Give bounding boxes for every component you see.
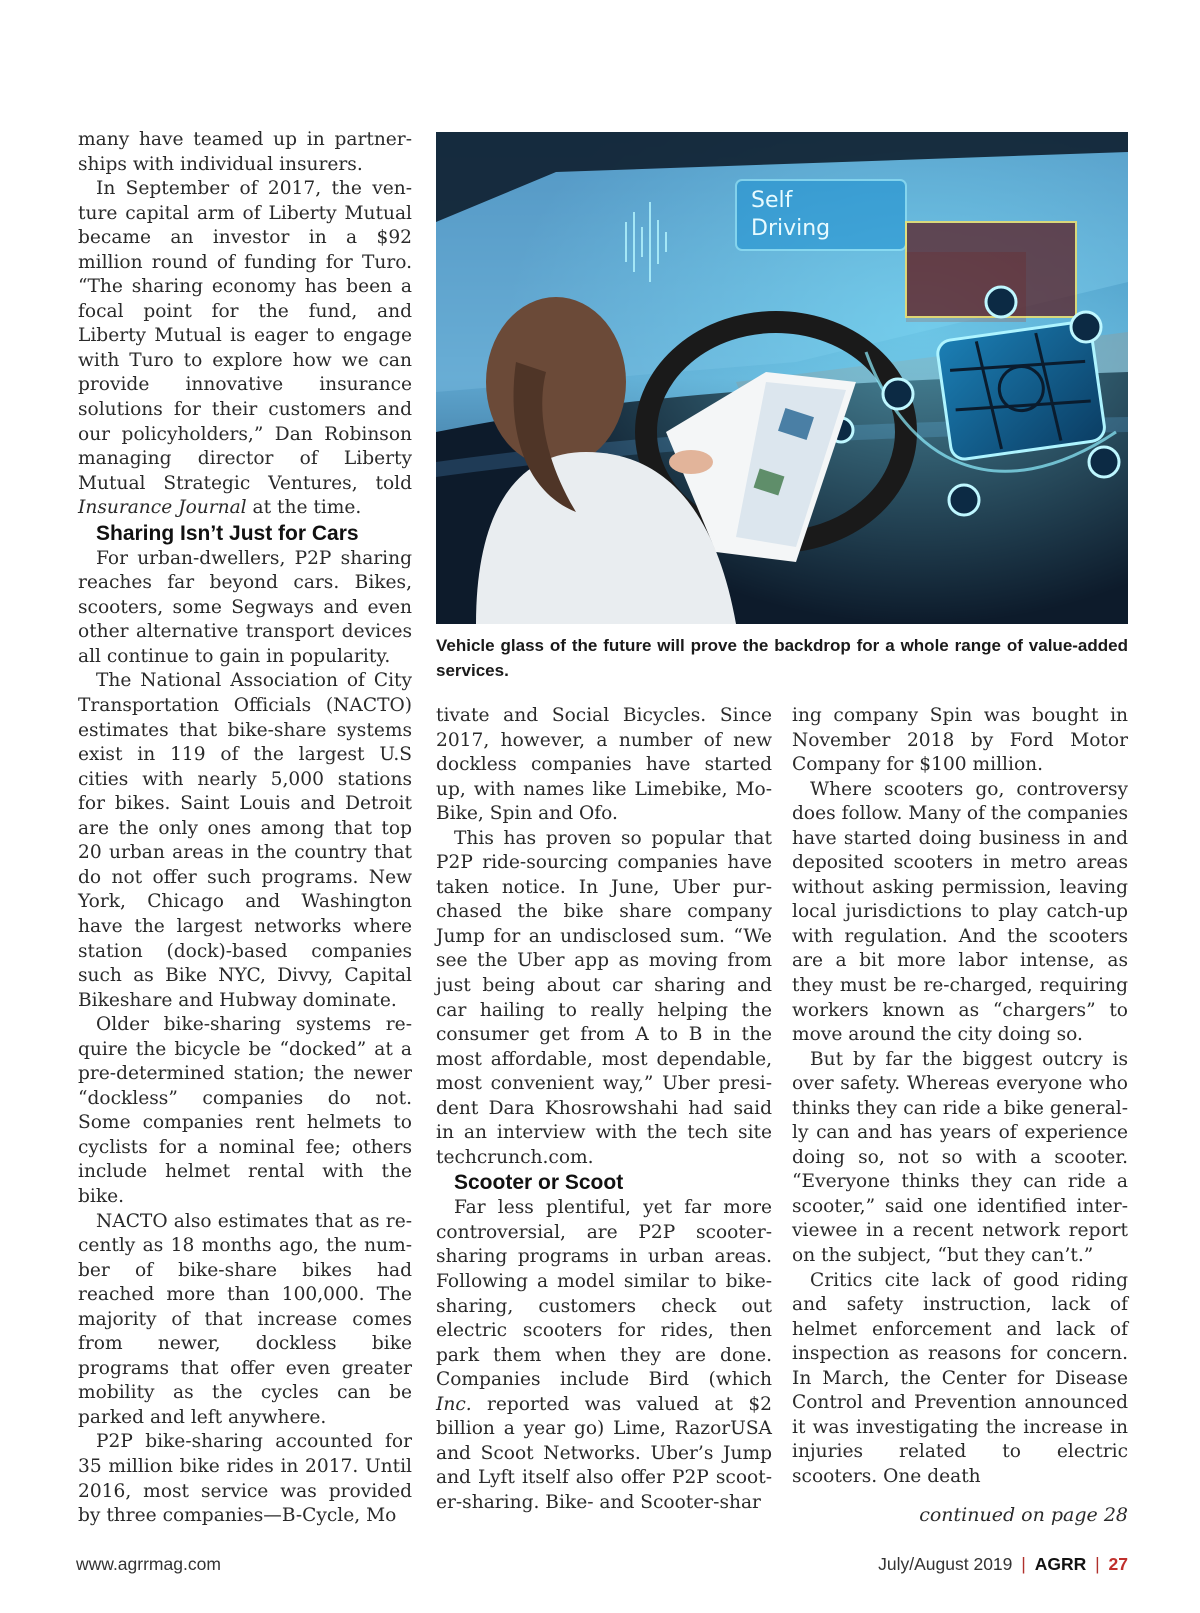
continued-note: continued on page 28 <box>919 1504 1128 1526</box>
paragraph: Critics cite lack of good riding and safety instruction, lack of helmet enforcement and lack of inspection as reasons for concern. In March, the Center for Disease Control and Prevention announced it was investigating the increase in injuries related to electric scooters. One death <box>792 1269 1128 1487</box>
subheading-sharing: Sharing Isn’t Just for Cars <box>96 521 359 545</box>
hud-label: Driving <box>751 216 831 241</box>
paragraph: P2P bike-sharing accounted for 35 million bike rides in 2017. Until 2016, most service was provided by three companies—B-Cycle, Mo <box>78 1431 412 1527</box>
photo-caption: Vehicle glass of the future will prove the backdrop for a whole range of value-added services. <box>436 636 1128 680</box>
paragraph: tivate and Social Bicycles. Since 2017, however, a number of new dockless companies have started up, with names like Limebike, Mo-Bike, Spin and Ofo. <box>436 705 772 825</box>
page-number: 27 <box>1108 1554 1128 1574</box>
paragraph: Where scooters go, controversy does follow. Many of the companies have started doing business in and deposited scooters in metro areas without asking permission, leaving local jurisdictions to play catch-up with regulation. And the scooters are a bit more labor intense, as they must be re-charged, requiring workers known as “chargers” to move around the city doing so. <box>792 778 1128 1046</box>
footer-url[interactable]: www.agrrmag.com <box>76 1554 221 1574</box>
feature-photo <box>436 132 1128 624</box>
paragraph: NACTO also estimates that as recently as 18 months ago, the number of bike-share bikes had reached more than 100,000. The majority of that increase comes from newer, dockless bike programs that offer even greater mobility as the cycles can be parked and left anywhere. <box>78 1210 412 1428</box>
issue-date: July/August 2019 <box>878 1554 1013 1574</box>
paragraph: In September of 2017, the venture capital arm of Liberty Mutual became an investor in a $92 million round of funding for Turo. “The sharing economy has been a focal point for the fund, and Liberty Mutual is eager to engage with Turo to explore how we can provide innovative insurance solutions for their customers and our policyholders,” Dan Robinson managing director of Liberty Mutual Strategic Ventures, told Insurance Journal at the time. <box>78 178 412 519</box>
article-column-left <box>78 128 412 1529</box>
self-driving-illustration <box>436 132 1128 624</box>
article-column-right <box>792 704 1128 1490</box>
subheading-scooter: Scooter or Scoot <box>454 1171 624 1195</box>
paragraph: This has proven so popular that P2P ride-sourcing companies have taken notice. In June, Uber purchased the bike share company Jump for an undisclosed sum. “We see the Uber app as moving from just being about car sharing and car hailing to really helping the consumer get from A to B in the most affordable, most dependable, most convenient way,” Uber president Dara Khosrowshahi had said in an interview with the tech site techcrunch.com. <box>436 827 772 1168</box>
paragraph: many have teamed up in partnerships with individual insurers. <box>78 129 412 175</box>
magazine-brand: AGRR <box>1034 1554 1087 1574</box>
separator: | <box>1095 1554 1100 1574</box>
paragraph: Far less plentiful, yet far more controversial, are P2P scooter-sharing programs in urban areas. Following a model similar to bike-sharing, customers check out electric scooters for rides, then park them when they are done. Companies include Bird (which Inc. reported was valued at $2 billion a year go) Lime, RazorUSA and Scoot Networks. Uber’s Jump and Lyft itself also offer P2P scooter-sharing. Bike- and Scooter-shar <box>436 1197 772 1513</box>
paragraph: Older bike-sharing systems require the bicycle be “docked” at a pre-determined station; the newer “dockless” companies do not. Some companies rent helmets to cyclists for a nominal fee; others include helmet rental with the bike. <box>78 1014 412 1207</box>
hud-label: Self <box>751 188 793 213</box>
paragraph: ing company Spin was bought in November 2018 by Ford Motor Company for $100 million. <box>792 705 1128 776</box>
article-column-middle <box>436 704 772 1516</box>
paragraph: But by far the biggest outcry is over safety. Whereas everyone who thinks they can ride a bike generally can and has years of experience doing so, not so with a scooter. “Everyone thinks they can ride a scooter,” said one identified interviewee in a recent network report on the subject, “but they can’t.” <box>792 1048 1128 1267</box>
footer-folio <box>878 1554 1128 1575</box>
separator: | <box>1021 1554 1026 1574</box>
paragraph: For urban-dwellers, P2P sharing reaches far beyond cars. Bikes, scooters, some Segways and even other alternative transport devices all continue to gain in popularity. <box>78 547 412 667</box>
paragraph: The National Association of City Transportation Officials (NACTO) estimates that bike-share systems exist in 119 of the largest U.S cities with nearly 5,000 stations for bikes. Saint Louis and Detroit are the only ones among that top 20 urban areas in the country that do not offer such programs. New York, Chicago and Washington have the largest networks where station (dock)-based companies such as Bike NYC, Divvy, Capital Bikeshare and Hubway dominate. <box>78 670 412 1011</box>
